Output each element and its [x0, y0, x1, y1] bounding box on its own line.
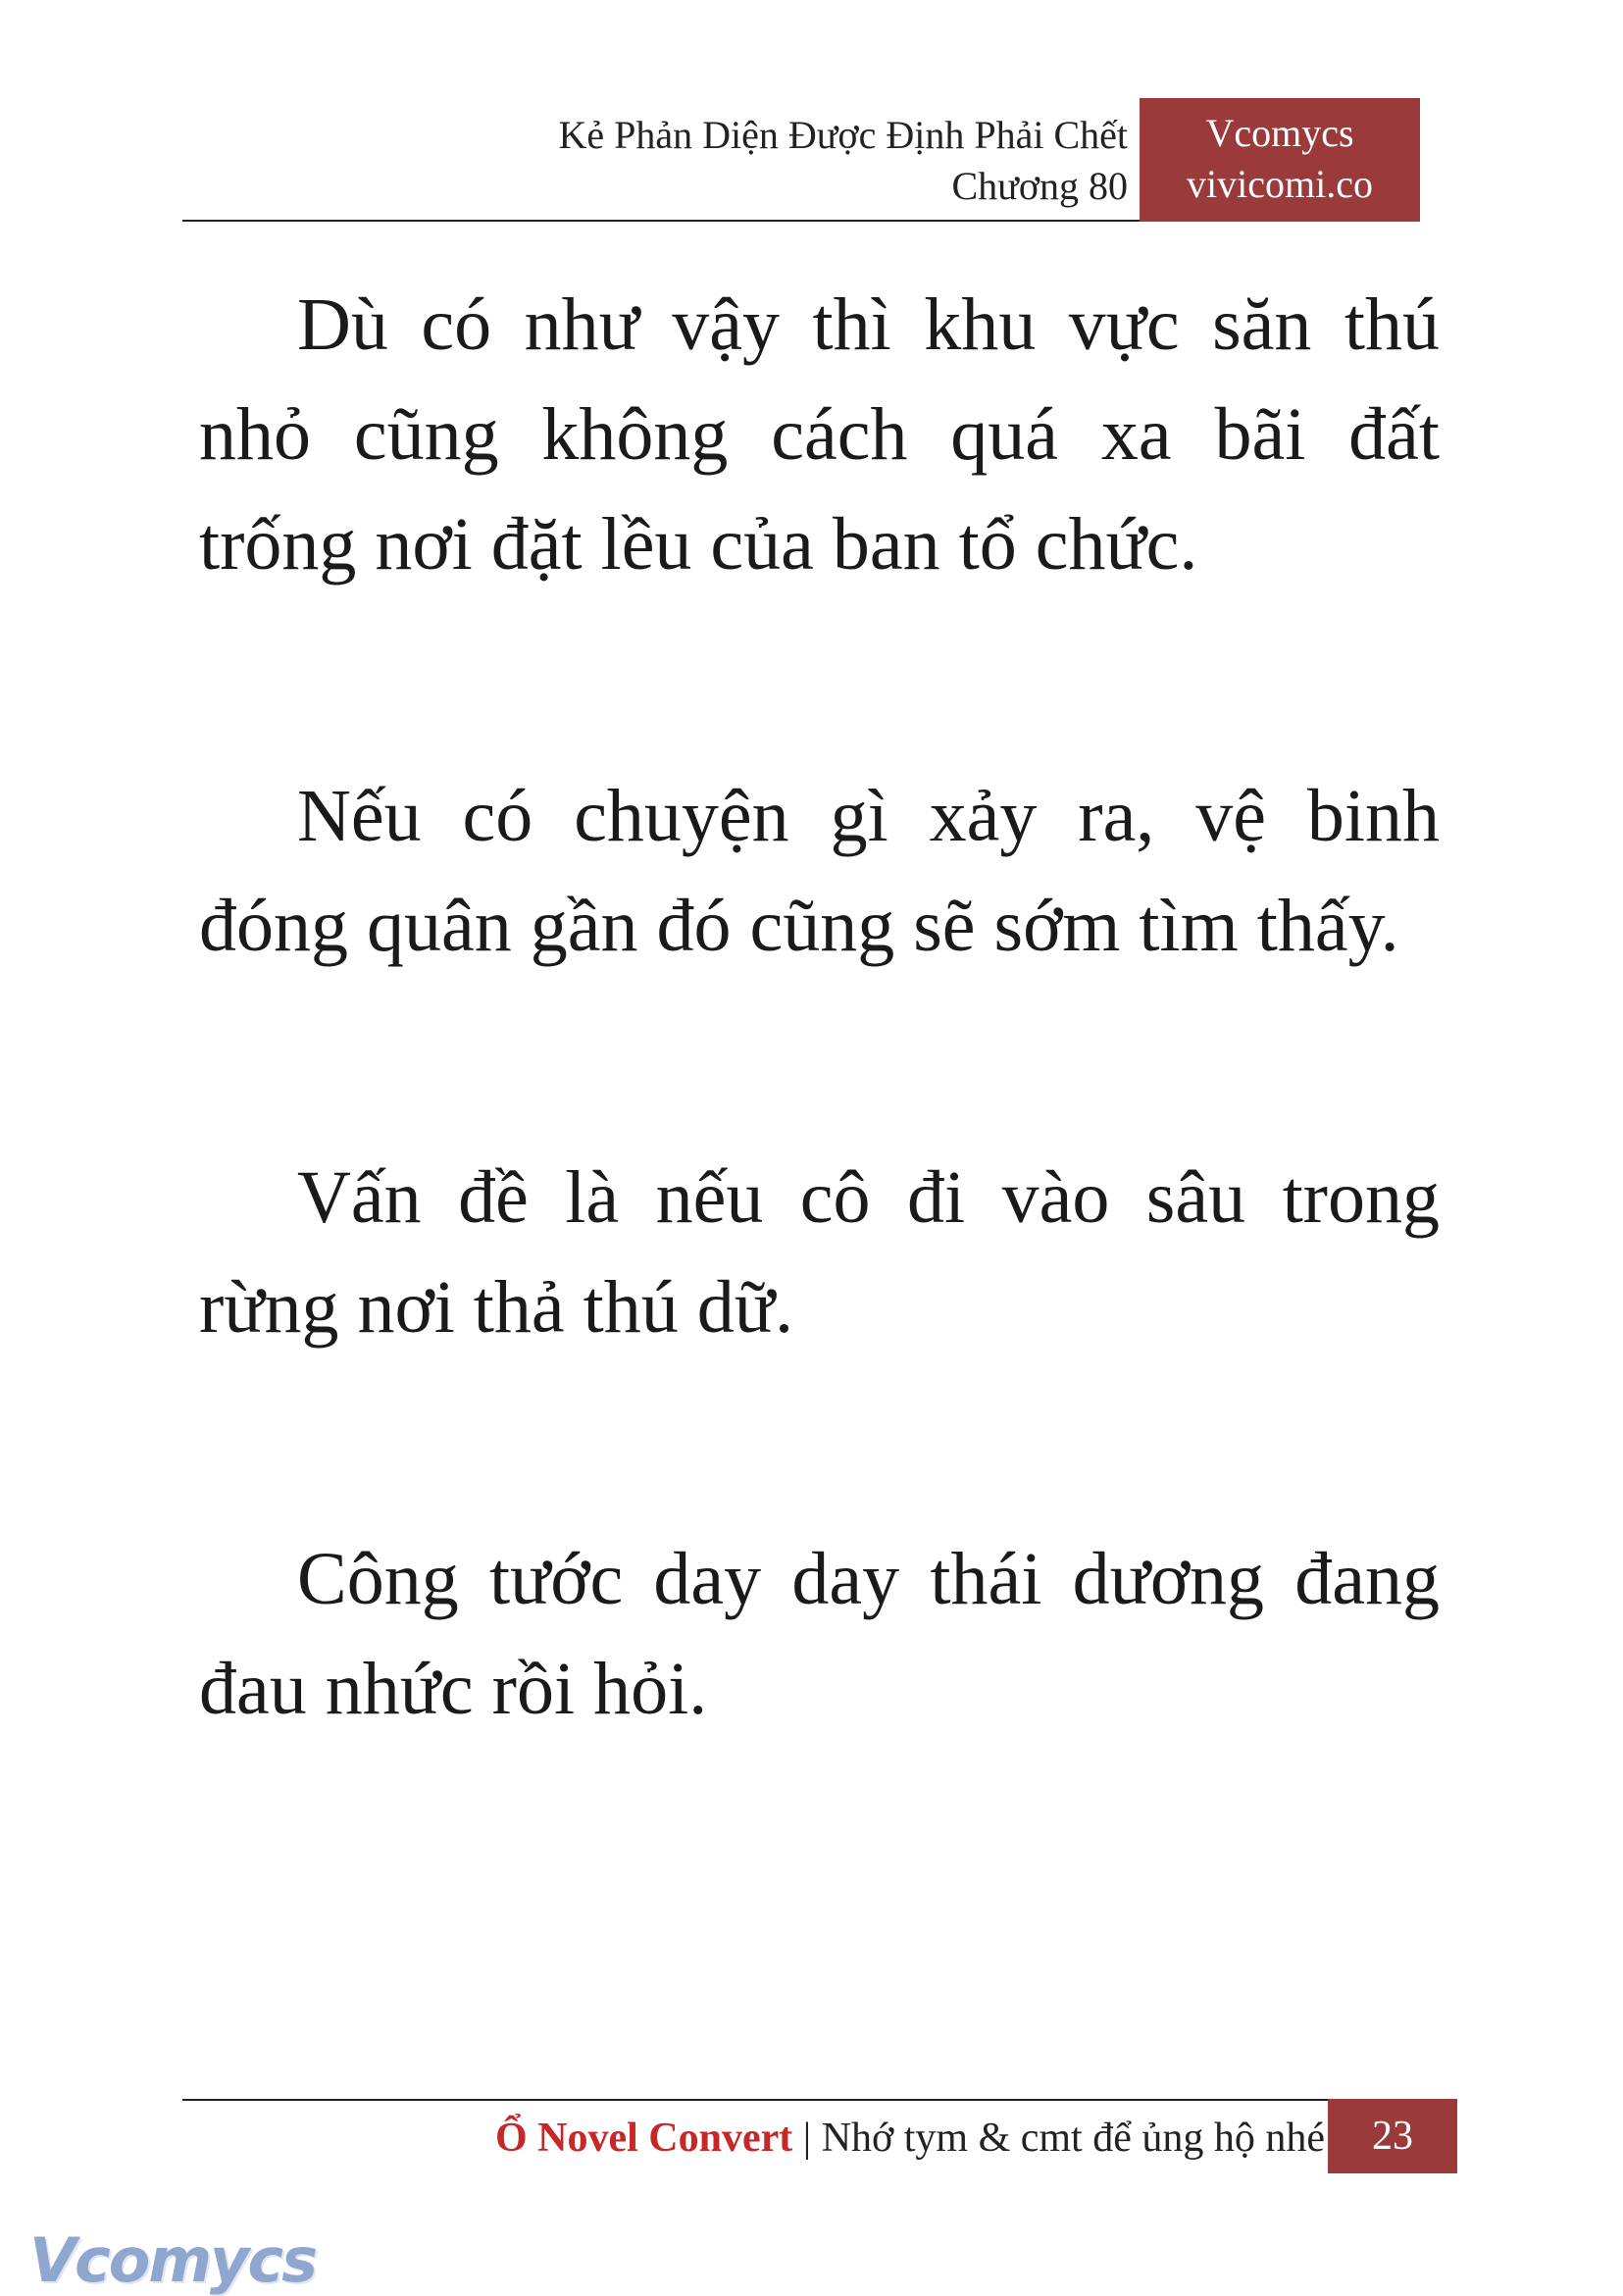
paragraph: Dù có như vậy thì khu vực săn thú nhỏ cũng không cách quá xa bãi đất trống nơi đặt lều của ban tổ chức.: [199, 283, 1440, 586]
page-footer: [182, 2099, 1457, 2173]
paragraph: Vấn đề là nếu cô đi vào sâu trong rừng nơi thả thú dữ.: [199, 1156, 1440, 1349]
footer-separator: |: [802, 2116, 812, 2161]
brand-name: Vcomycs: [1205, 111, 1354, 155]
header-divider: [182, 220, 1145, 222]
footer-divider: [182, 2099, 1328, 2101]
paragraph: Nếu có chuyện gì xảy ra, vệ binh đóng quân gần đó cũng sẽ sớm tìm thấy.: [199, 775, 1440, 967]
book-title: Kẻ Phản Diện Được Định Phải Chết: [558, 113, 1128, 157]
page-content: [199, 270, 1440, 1744]
page-number: 23: [1328, 2099, 1457, 2173]
page-header: [182, 98, 1420, 222]
chapter-label: Chương 80: [951, 164, 1128, 208]
paragraph: Công tước day day thái dương đang đau nhức rồi hỏi.: [199, 1538, 1440, 1730]
watermark-logo: Vcomycs: [29, 2224, 317, 2296]
footer-text: [495, 2111, 1325, 2166]
footer-brand: Ổ Novel Convert: [494, 2116, 793, 2161]
brand-box: [1140, 98, 1420, 222]
header-text: [558, 110, 1128, 212]
brand-site: vivicomi.co: [1187, 162, 1373, 206]
footer-message: Nhớ tym & cmt để ủng hộ nhé: [821, 2116, 1325, 2161]
